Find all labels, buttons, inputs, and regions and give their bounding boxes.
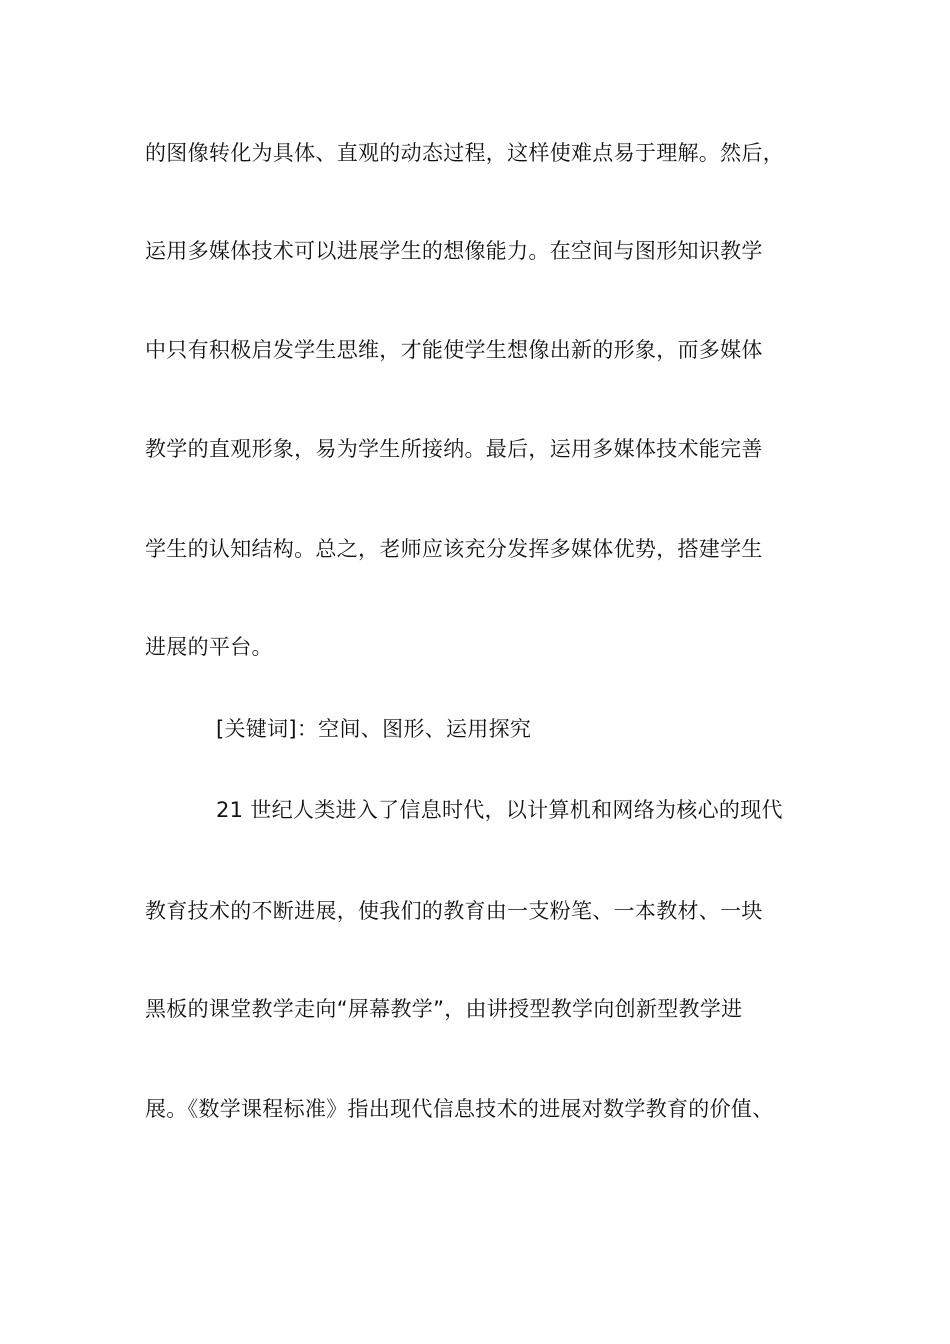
body-text-line: 教学的直观形象，易为学生所接纳。最后，运用多媒体技术能完善: [145, 437, 763, 461]
body-text-line: 黑板的课堂教学走向“屏幕教学”，由讲授型教学向创新型教学进: [145, 997, 743, 1021]
body-text-line: 的图像转化为具体、直观的动态过程，这样使难点易于理解。然后，: [145, 141, 784, 165]
body-text-line: 展。《数学课程标准》指出现代信息技术的进展对数学教育的价值、: [145, 1097, 774, 1121]
body-text-line: 教育技术的不断进展，使我们的教育由一支粉笔、一本教材、一块: [145, 899, 763, 923]
body-text-line: 学生的认知结构。总之，老师应该充分发挥多媒体优势，搭建学生: [145, 537, 763, 561]
body-text-line: 中只有积极启发学生思维，才能使学生想像出新的形象，而多媒体: [145, 338, 763, 362]
paragraph-first-line: 21 世纪人类进入了信息时代，以计算机和网络为核心的现代: [216, 798, 783, 822]
keywords-line: [关键词]：空间、图形、运用探究: [216, 717, 532, 741]
body-text-line: 进展的平台。: [145, 635, 273, 659]
body-text-line: 运用多媒体技术可以进展学生的想像能力。在空间与图形知识教学: [145, 239, 763, 263]
